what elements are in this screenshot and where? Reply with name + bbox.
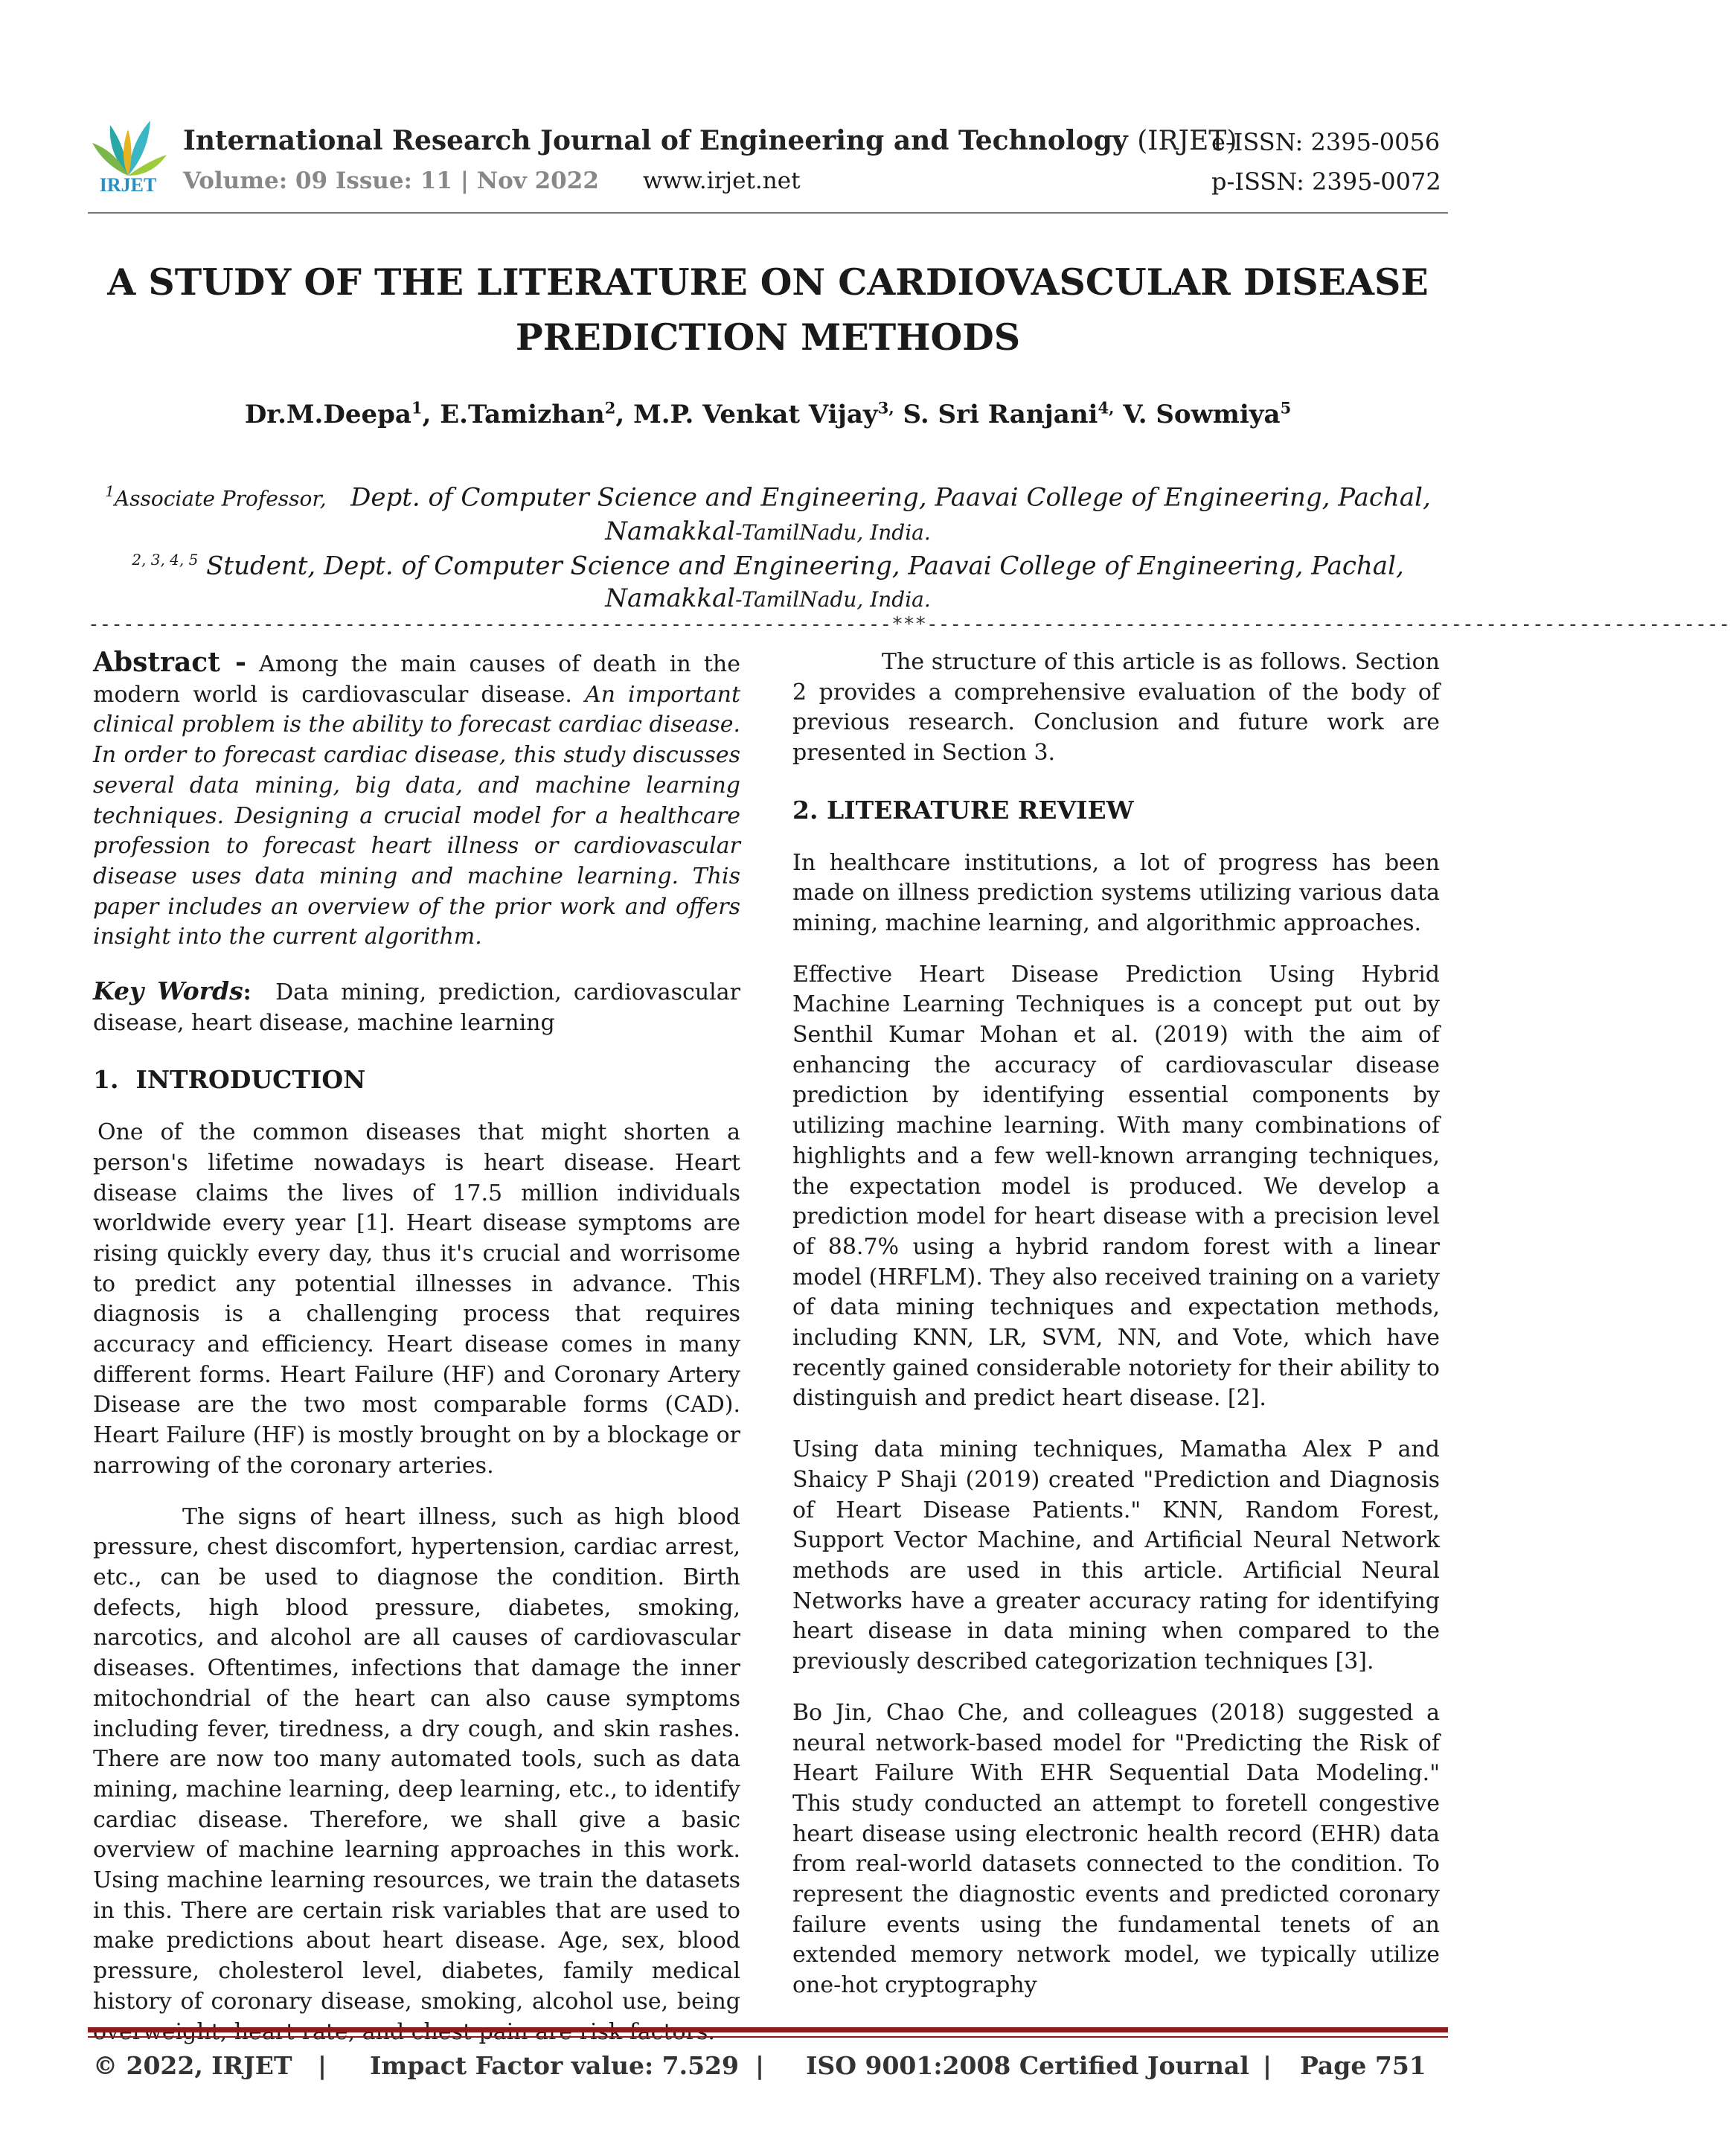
footer-separator: | — [318, 2051, 327, 2080]
footer-separator: | — [755, 2051, 765, 2080]
footer-separator: | — [1263, 2051, 1272, 2080]
pissn: p-ISSN: 2395-0072 — [1211, 167, 1441, 196]
right-column — [792, 647, 1440, 2001]
keywords: Key Words: Data mining, prediction, cardiovascular disease, heart disease, machine learning — [93, 976, 748, 1036]
journal-abbr: (IRJET) — [1137, 126, 1237, 156]
header-rule — [88, 212, 1448, 214]
logo-text: IRJET — [99, 174, 157, 196]
journal-title — [183, 125, 1237, 156]
lit-paragraph-2: Effective Heart Disease Prediction Using Hybrid Machine Learning Techniques is a concept put out by Senthil Kumar Mohan et al. (2019) with the aim of enhancing the accuracy of cardiovascular disease prediction by identifying essential components by utilizing machine learning. With many combinations of highlights and a few well-known arranging techniques, the expectation model is produced. We develop a prediction model for heart disease with a precision level of 88.7% using a hybrid random forest with a linear model (HRFLM). They also received training on a variety of data mining techniques and expectation methods, including KNN, LR, SVM, NN, and Vote, which have recently gained considerable notoriety for their ability to distinguish and predict heart disease. [2]. — [792, 961, 1440, 1412]
lit-paragraph-1: In healthcare institutions, a lot of progress has been made on illness prediction systems utilizing various data mining, machine learning, and algorithmic approaches. — [792, 849, 1440, 936]
footer-iso: ISO 9001:2008 Certified Journal — [806, 2051, 1249, 2080]
intro-heading: 1. INTRODUCTION — [93, 1065, 366, 1095]
eissn: e-ISSN: 2395-0056 — [1211, 128, 1441, 156]
author: E.Tamizhan$^2$, — [440, 399, 634, 430]
author: Dr.M.Deepa$^1$, — [244, 399, 440, 430]
abstract: Abstract - Among the main causes of death in the modern world is cardiovascular disease. An important clinical problem is the ability to forecast cardiac disease. In order to forecast cardiac disease, this study discusses several data mining, big data, and machine learning techniques. Designing a crucial model for a healthcare profession to forecast heart illness or cardiovascular disease uses data mining and machine learning. This paper includes an overview of the prior work and offers insight into the current algorithm. — [93, 647, 740, 950]
journal-name: International Research Journal of Engineering and Technology — [183, 125, 1128, 156]
structure-paragraph: The structure of this article is as follows. Section 2 provides a comprehensive evaluation of the body of previous research. Conclusion and future work are presented in Section 3. — [792, 649, 1440, 767]
intro-paragraph-1: One of the common diseases that might shorten a person's lifetime nowadays is heart disease. Heart disease claims the lives of 17.5 million individuals worldwide every year [1]. Heart disease symptoms are rising quickly every day, thus it's crucial and worrisome to predict any potential illnesses in advance. This diagnosis is a challenging process that requires accuracy and efficiency. Heart disease comes in many different forms. Heart Failure (HF) and Coronary Artery Disease are the two most comparable forms (CAD). Heart Failure (HF) is mostly brought on by a blockage or narrowing of the coronary arteries. — [93, 1119, 740, 1479]
intro-paragraph-2: The signs of heart illness, such as high blood pressure, chest discomfort, hypertension, cardiac arrest, etc., can be used to diagnose the condition. Birth defects, high blood pressure, diabetes, smoking, narcotics, and alcohol are all causes of cardiovascular diseases. Oftentimes, infections that damage the inner mitochondrial of the heart can also cause symptoms including fever, tiredness, a dry cough, and skin rashes. There are now too many automated tools, such as data mining, machine learning, deep learning, etc., to identify cardiac disease. Therefore, we shall give a basic overview of machine learning approaches in this work. Using machine learning resources, we train the datasets in this. There are certain risk variables that are used to make predictions about heart disease. Age, sex, blood pressure, cholesterol level, diabetes, family medical history of coronary disease, smoking, alcohol use, being overweight, heart rate, and chest pain are risk factors. — [93, 1503, 740, 2045]
literature-review-heading: 2. LITERATURE REVIEW — [792, 795, 1134, 825]
journal-website: www.irjet.net — [643, 167, 801, 194]
keywords-label: Key Words — [93, 976, 243, 1006]
irjet-logo — [88, 110, 168, 198]
lit-paragraph-4: Bo Jin, Chao Che, and colleagues (2018) suggested a neural network-based model for "Predicting the Risk of Heart Failure With EHR Sequential Data Modeling." This study conducted an attempt to foretell congestive heart disease using electronic health record (EHR) data from real-world datasets connected to the condition. To represent the diagnostic events and predicted coronary failure events using the fundamental tenets of an extended memory network model, we typically utilize one-hot cryptography — [792, 1699, 1440, 1999]
footer-copyright: © 2022, IRJET — [93, 2051, 292, 2080]
footer-rule-thin — [88, 2036, 1448, 2038]
volume-issue: Volume: 09 Issue: 11 | Nov 2022 — [183, 167, 599, 194]
author-list — [88, 399, 1448, 429]
author: M.P. Venkat Vijay$^{3,}$ — [633, 399, 894, 430]
author: V. Sowmiya$^5$ — [1123, 399, 1292, 430]
footer-page-number: Page 751 — [1300, 2051, 1426, 2080]
lit-paragraph-3: Using data mining techniques, Mamatha Alex P and Shaicy P Shaji (2019) created "Prediction and Diagnosis of Heart Disease Patients." KNN, Random Forest, Support Vector Machine, and Artificial Neural Network methods are used in this article. Artificial Neural Networks have a greater accuracy rating for identifying heart disease in data mining when compared to the previously described categorization techniques [3]. — [792, 1436, 1440, 1675]
footer-impact-factor: Impact Factor value: 7.529 — [370, 2051, 739, 2080]
paper-title-line-2: PREDICTION METHODS — [515, 316, 1021, 359]
abstract-label: Abstract - — [93, 647, 246, 678]
affiliation-2: $^{2, 3, 4, 5}$ Student, Dept. of Computer Science and Engineering, Paavai College of Engineering, Pachal, Namakkal-TamilNadu, India. — [132, 551, 1404, 614]
footer-rule-thick — [88, 2027, 1448, 2032]
affiliation-1: $^1$Associate Professor, Dept. of Computer Science and Engineering, Paavai College of Engineering, Pachal, Namakkal-TamilNadu, India. — [105, 482, 1431, 547]
paper-title — [88, 255, 1448, 365]
section-divider: ---------------------------------------------------------------------***--------------------------------------------------------------------- — [88, 613, 1730, 636]
author: S. Sri Ranjani$^{4,}$ — [903, 399, 1115, 430]
paper-title-line-1: A STUDY OF THE LITERATURE ON CARDIOVASCULAR DISEASE — [107, 260, 1429, 304]
left-column — [93, 647, 748, 2047]
